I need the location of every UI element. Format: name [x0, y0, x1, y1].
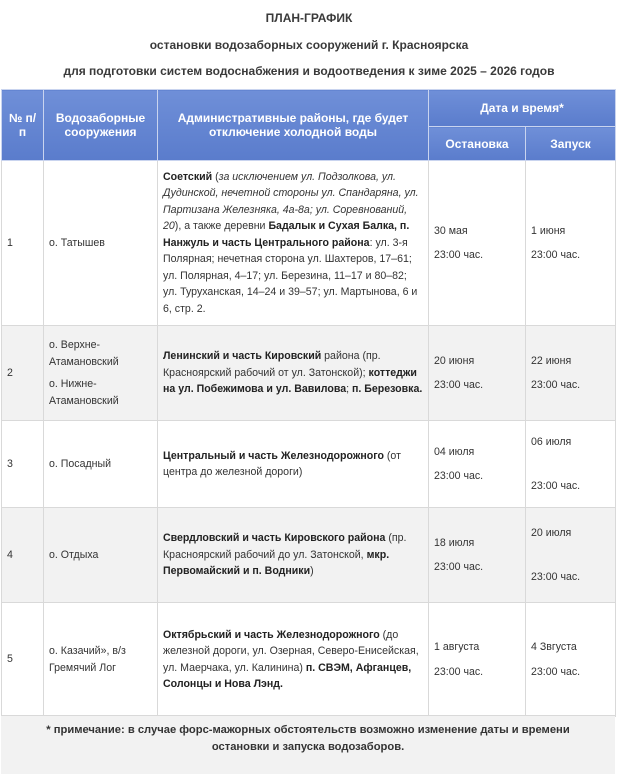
start-date: 22 июня: [531, 354, 572, 367]
district-text: (пр. Красноярский рабочий до ул. Затонской,: [163, 532, 407, 561]
row-num: 2: [2, 326, 44, 421]
table-row: [2, 421, 616, 508]
start-time: 23:00 час.: [531, 665, 581, 678]
stop-date: 18 июля: [434, 536, 475, 549]
stop-time: 23:00 час.: [434, 379, 484, 391]
row-num: 3: [2, 421, 44, 508]
start-time: 23:00 час.: [531, 379, 581, 391]
start-time: 23:00 час.: [531, 249, 581, 261]
facility-name: о. Посадный: [44, 421, 158, 508]
district-text: ;: [346, 383, 352, 396]
stop-time: 23:00 час.: [434, 665, 484, 678]
facility-name: о. Казачий», в/з Гремячий Лог: [44, 603, 158, 717]
districts-cell: [158, 421, 429, 508]
row-num: 5: [2, 603, 44, 717]
facility-name: о. Верхне-Атамановский: [49, 339, 119, 368]
district-text: ), а также деревни: [174, 220, 269, 233]
header-facilities: Водозаборные сооружения: [44, 90, 158, 161]
start-date: 1 июня: [531, 224, 566, 237]
header-districts: Административные районы, где будет отключение холодной воды: [158, 90, 429, 161]
stop-time: 23:00 час.: [434, 249, 484, 261]
stop-date: 04 июля: [434, 445, 475, 458]
districts-cell: [158, 603, 429, 717]
stop-cell: [429, 603, 526, 717]
district-text: (: [212, 170, 219, 183]
stop-date: 30 мая: [434, 224, 468, 237]
start-date: 4 Звгуста: [531, 641, 577, 653]
district-exceptions: за исключением ул. Подзолкова, ул. Дудинской, нечетной стороны ул. Спандаряна, ул. Партизана Железняка, 4а-8а; ул. Соревнований, 20: [163, 170, 419, 233]
district-bold: Ленинский и часть Кировский: [163, 350, 322, 363]
district-text: ): [310, 565, 314, 578]
facility-name: о. Отдыха: [44, 508, 158, 603]
table-row: [2, 603, 616, 717]
header-stop: Остановка: [429, 127, 526, 161]
facility-name: о. Нижне-Атамановский: [49, 378, 119, 407]
stop-cell: [429, 161, 526, 326]
table-row: [2, 508, 616, 603]
stop-time: 23:00 час.: [434, 561, 484, 573]
start-cell: [526, 603, 616, 717]
header-datetime: Дата и время*: [429, 90, 616, 127]
stop-cell: [429, 421, 526, 508]
start-date: 06 июля: [531, 435, 572, 448]
stop-time: 23:00 час.: [434, 470, 484, 482]
title-line-2: остановки водозаборных сооружений г. Красноярска: [149, 38, 469, 52]
row-num: 4: [2, 508, 44, 603]
header-start: Запуск: [526, 127, 616, 161]
table-row: [2, 161, 616, 326]
header-num: № п/п: [2, 90, 44, 161]
row-num: 1: [2, 161, 44, 326]
footnote: [1, 715, 615, 774]
stop-cell: [429, 508, 526, 603]
facility-cell: [44, 326, 158, 421]
district-text: (до железной дороги, ул. Озерная, Северо-Енисейская, ул. Маерчака, ул. Калинина): [163, 628, 419, 674]
start-cell: [526, 421, 616, 508]
start-time: 23:00 час.: [531, 480, 581, 492]
footnote-line-2: остановки и запуска водозаборов.: [211, 741, 405, 753]
stop-cell: [429, 326, 526, 421]
start-cell: [526, 161, 616, 326]
district-bold: Бадалык и Сухая Балка, п. Нанжуль и часть Центрального района: [163, 220, 410, 249]
start-cell: [526, 508, 616, 603]
district-bold: Соетский: [163, 170, 213, 183]
district-bold: Октябрьский и часть Железнодорожного: [163, 628, 380, 641]
district-bold: п. Березовка.: [352, 383, 423, 396]
stop-date: 1 августа: [434, 641, 480, 653]
district-text: : ул. 3-я Полярная; нечетная сторона ул. Шахтеров, 17–61; ул. Полярная, 4–17; ул. Березина, 11–17 и 80–82; ул. Туруханская, 14–24 и 39–57; ул. Мартынова, 6 и 6, стр. 2.: [163, 236, 418, 315]
facility-name: о. Татышев: [44, 161, 158, 326]
district-bold: Центральный и часть Железнодорожного: [163, 449, 384, 462]
district-bold: коттеджи на ул. Побежимова и ул. Вавилова: [163, 366, 417, 396]
footnote-line-1: * примечание: в случае форс-мажорных обстоятельств возможно изменение даты и времени: [46, 724, 570, 736]
start-date: 20 июля: [531, 526, 572, 539]
start-time: 23:00 час.: [531, 571, 581, 583]
title-line-3: для подготовки систем водоснабжения и водоотведения к зиме 2025 – 2026 годов: [63, 64, 555, 78]
district-bold: Свердловский и часть Кировского района: [163, 532, 386, 545]
schedule-table: [1, 89, 616, 717]
stop-date: 20 июня: [434, 354, 475, 367]
district-text: (от центра до железной дороги): [163, 449, 401, 478]
district-bold: мкр. Первомайский и п. Водники: [163, 548, 390, 578]
districts-cell: [158, 326, 429, 421]
title-line-1: ПЛАН-ГРАФИК: [265, 11, 353, 25]
table-row: [2, 326, 616, 421]
start-cell: [526, 326, 616, 421]
district-bold: п. СВЭМ, Афганцев, Солонцы и Нова Лэнд.: [163, 661, 412, 690]
districts-cell: [158, 161, 429, 326]
districts-cell: [158, 508, 429, 603]
district-text: района (пр. Красноярский рабочий от ул. Затонской);: [163, 350, 381, 379]
